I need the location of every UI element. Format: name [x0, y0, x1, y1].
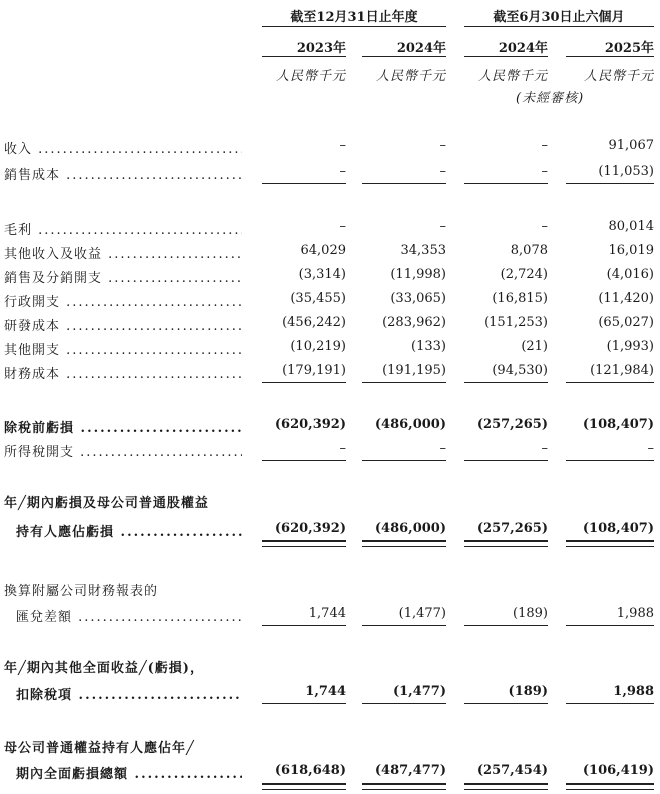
period-header-six-months: 截至6月30日止六個月 — [493, 10, 625, 25]
subtotal-rule — [566, 625, 654, 626]
cell-value: (620,392) — [274, 417, 346, 432]
year-rule — [262, 56, 346, 57]
cell-value: (33,065) — [390, 291, 446, 306]
year-rule — [464, 56, 548, 57]
cell-value: 16,019 — [608, 243, 654, 258]
cell-value: – — [541, 138, 548, 153]
cell-value: – — [439, 164, 446, 179]
cell-value: (11,998) — [390, 267, 446, 282]
cell-value: (108,407) — [582, 417, 654, 432]
row-label-cost-of-sales: 銷售成本 ..... — [4, 164, 242, 183]
row-label-other-income: 其他收入及收益 ..... — [4, 243, 242, 262]
cell-value: – — [541, 441, 548, 456]
cell-value: – — [339, 441, 346, 456]
row-label-loss-before-tax: 除稅前虧損 ..... — [4, 417, 242, 436]
total-double-rule — [566, 540, 654, 547]
subtotal-rule — [464, 703, 548, 704]
cell-value: – — [439, 219, 446, 234]
year-rule — [362, 56, 446, 57]
subtotal-rule — [464, 382, 548, 383]
cell-value: (620,392) — [274, 521, 346, 536]
cell-value: – — [439, 138, 446, 153]
subtotal-rule — [566, 703, 654, 704]
row-label-loss-for-period: 年╱期內虧損及母公司普通股權益 — [4, 496, 209, 511]
period-header-year-ended: 截至12月31日止年度 — [290, 10, 418, 25]
cell-value: (11,053) — [598, 164, 654, 179]
subtotal-rule — [464, 183, 548, 184]
total-double-rule — [362, 540, 446, 547]
cell-value: (189) — [508, 684, 548, 699]
unit-label: 人民幣千元 — [583, 69, 654, 84]
subtotal-rule — [566, 460, 654, 461]
cell-value: 8,078 — [510, 243, 548, 258]
cell-value: (189) — [513, 606, 548, 621]
header-rule — [464, 26, 654, 27]
total-double-rule — [262, 783, 346, 790]
cell-value: (257,454) — [476, 763, 548, 778]
row-label-loss-for-period-line2: 持有人應佔虧損 ..... — [16, 521, 242, 540]
cell-value: 1,744 — [308, 606, 346, 621]
subtotal-rule — [464, 625, 548, 626]
cell-value: – — [541, 164, 548, 179]
cell-value: 34,353 — [400, 243, 446, 258]
subtotal-rule — [566, 382, 654, 383]
cell-value: – — [541, 219, 548, 234]
year-header-2023: 2023年 — [296, 41, 346, 56]
cell-value: (179,191) — [282, 363, 346, 378]
cell-value: (133) — [411, 339, 446, 354]
cell-value: – — [339, 138, 346, 153]
cell-value: – — [339, 219, 346, 234]
row-label-selling-expenses: 銷售及分銷開支 ..... — [4, 267, 242, 286]
cell-value: – — [439, 441, 446, 456]
cell-value: (21) — [521, 339, 548, 354]
subtotal-rule — [262, 183, 346, 184]
subtotal-rule — [362, 183, 446, 184]
subtotal-rule — [464, 460, 548, 461]
subtotal-rule — [362, 625, 446, 626]
cell-value: (486,000) — [374, 417, 446, 432]
total-double-rule — [262, 540, 346, 547]
cell-value: (1,477) — [392, 684, 446, 699]
cell-value: – — [647, 441, 654, 456]
cell-value: (35,455) — [290, 291, 346, 306]
subtotal-rule — [362, 703, 446, 704]
cell-value: 1,988 — [616, 606, 654, 621]
cell-value: 1,744 — [305, 684, 346, 699]
cell-value: (65,027) — [598, 315, 654, 330]
subtotal-rule — [262, 703, 346, 704]
unaudited-note: (未經審核) — [516, 91, 585, 106]
cell-value: (121,984) — [590, 363, 654, 378]
cell-value: (16,815) — [492, 291, 548, 306]
total-double-rule — [464, 783, 548, 790]
row-label-rnd-costs: 研發成本 ..... — [4, 315, 242, 334]
cell-value: (257,265) — [476, 521, 548, 536]
cell-value: (487,477) — [374, 763, 446, 778]
unit-label: 人民幣千元 — [477, 69, 548, 84]
cell-value: (2,724) — [500, 267, 548, 282]
row-label-total-comprehensive-loss-line2: 期內全面虧損總額 ..... — [16, 763, 242, 782]
subtotal-rule — [262, 382, 346, 383]
cell-value: (3,314) — [298, 267, 346, 282]
cell-value: 1,988 — [613, 684, 654, 699]
row-label-exchange-differences-line2: 匯兌差額 ..... — [16, 606, 242, 625]
row-label-other-comprehensive-income-line2: 扣除稅項 ..... — [16, 684, 242, 703]
cell-value: (151,253) — [484, 315, 548, 330]
cell-value: 64,029 — [300, 243, 346, 258]
row-label-income-tax: 所得稅開支 ..... — [4, 441, 242, 460]
row-label-total-comprehensive-loss: 母公司普通權益持有人應佔年╱ — [4, 741, 195, 756]
cell-value: (257,265) — [476, 417, 548, 432]
header-rule — [262, 26, 446, 27]
cell-value: (1,993) — [606, 339, 654, 354]
year-header-2025-h1: 2025年 — [604, 41, 654, 56]
row-label-other-expenses: 其他開支 ..... — [4, 339, 242, 358]
subtotal-rule — [262, 460, 346, 461]
cell-value: (618,648) — [274, 763, 346, 778]
cell-value: (456,242) — [282, 315, 346, 330]
cell-value: (1,477) — [398, 606, 446, 621]
total-double-rule — [464, 540, 548, 547]
year-header-2024-h1: 2024年 — [498, 41, 548, 56]
cell-value: (191,195) — [382, 363, 446, 378]
cell-value: (108,407) — [582, 521, 654, 536]
subtotal-rule — [362, 382, 446, 383]
unit-label: 人民幣千元 — [275, 69, 346, 84]
row-label-admin-expenses: 行政開支 ..... — [4, 291, 242, 310]
row-label-other-comprehensive-income: 年╱期內其他全面收益╱(虧損)， — [4, 661, 204, 676]
row-label-finance-costs: 財務成本 ..... — [4, 363, 242, 382]
cell-value: (106,419) — [582, 763, 654, 778]
cell-value: (283,962) — [382, 315, 446, 330]
cell-value: (486,000) — [374, 521, 446, 536]
cell-value: 80,014 — [608, 219, 654, 234]
cell-value: (10,219) — [290, 339, 346, 354]
total-double-rule — [362, 783, 446, 790]
row-label-revenue: 收入 ..... — [4, 138, 242, 157]
total-double-rule — [566, 783, 654, 790]
cell-value: (94,530) — [492, 363, 548, 378]
subtotal-rule — [566, 183, 654, 184]
subtotal-rule — [362, 460, 446, 461]
year-header-2024: 2024年 — [396, 41, 446, 56]
subtotal-rule — [262, 625, 346, 626]
cell-value: (4,016) — [606, 267, 654, 282]
year-rule — [566, 56, 654, 57]
cell-value: – — [339, 164, 346, 179]
row-label-exchange-differences: 換算附屬公司財務報表的 — [4, 584, 159, 599]
unit-label: 人民幣千元 — [375, 69, 446, 84]
cell-value: 91,067 — [608, 138, 654, 153]
cell-value: (11,420) — [598, 291, 654, 306]
row-label-gross-profit: 毛利 ..... — [4, 219, 242, 238]
